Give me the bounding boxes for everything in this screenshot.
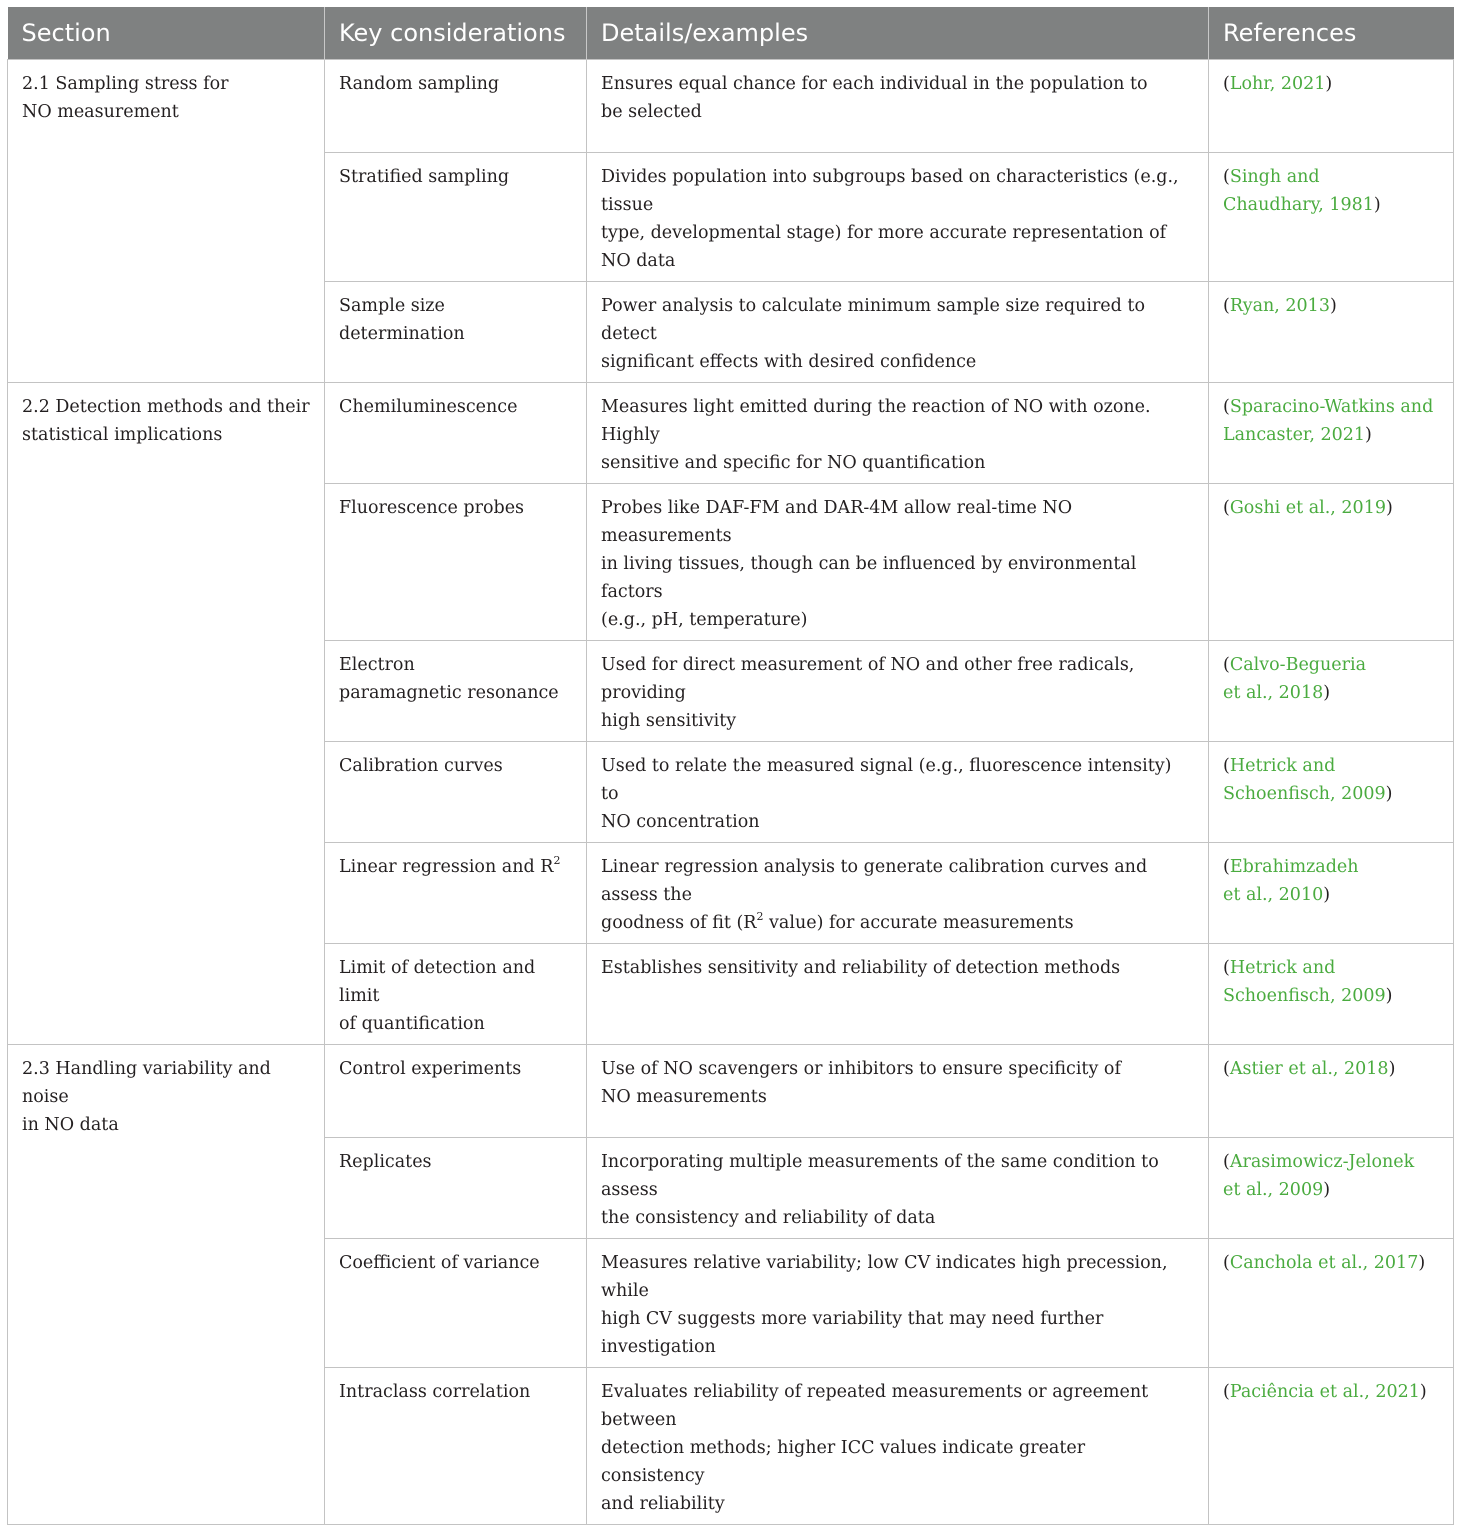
details-cell (587, 742, 1209, 843)
reference-link[interactable]: Paciência et al., 2021 (1229, 1382, 1420, 1402)
considerations-table (7, 7, 1454, 1525)
details-text: (e.g., pH, temperature) (601, 610, 808, 630)
details-text: Linear regression analysis to generate calibration curves and assess the (601, 857, 1148, 905)
reference-cell: (Singh and Chaudhary, 1981) (1209, 153, 1454, 282)
key-cell: Replicates (325, 1138, 587, 1239)
section-title: statistical implications (22, 425, 223, 445)
reference-link[interactable]: et al., 2009 (1223, 1180, 1324, 1200)
reference-cell: (Astier et al., 2018) (1209, 1045, 1454, 1138)
key-cell (325, 843, 587, 944)
details-text: the consistency and reliability of data (601, 1208, 936, 1228)
reference-link[interactable]: et al., 2018 (1223, 683, 1324, 703)
details-text: Used to relate the measured signal (e.g., fluorescence intensity) to (601, 756, 1172, 804)
details-cell (587, 843, 1209, 944)
reference-cell: (Sparacino-Watkins and Lancaster, 2021) (1209, 383, 1454, 484)
details-cell (587, 641, 1209, 742)
header-details-examples: Details/examples (587, 7, 1209, 60)
reference-cell: (Arasimowicz-Jelonek et al., 2009) (1209, 1138, 1454, 1239)
details-text: Use of NO scavengers or inhibitors to ensure specificity of (601, 1059, 1121, 1079)
key-cell: Control experiments (325, 1045, 587, 1138)
details-cell (587, 1138, 1209, 1239)
key-cell (325, 944, 587, 1045)
details-cell (587, 383, 1209, 484)
details-text: Used for direct measurement of NO and other free radicals, providing (601, 655, 1135, 703)
header-references: References (1209, 7, 1454, 60)
table-row (8, 1045, 1454, 1138)
section-cell (8, 60, 325, 383)
section-title: NO measurement (22, 102, 179, 122)
superscript: 2 (756, 910, 764, 924)
reference-link[interactable]: Canchola et al., 2017 (1229, 1253, 1419, 1273)
details-text: Probes like DAF-FM and DAR-4M allow real-time NO measurements (601, 498, 1073, 546)
key-cell: Calibration curves (325, 742, 587, 843)
section-title: 2.3 Handling variability and noise (22, 1059, 271, 1107)
key-cell: Random sampling (325, 60, 587, 153)
reference-link[interactable]: et al., 2010 (1223, 885, 1324, 905)
details-text: sensitive and specific for NO quantification (601, 453, 986, 473)
key-cell: Stratified sampling (325, 153, 587, 282)
key-cell: Chemiluminescence (325, 383, 587, 484)
details-text: detection methods; higher ICC values indicate greater consistency (601, 1438, 1086, 1486)
details-text: value) for accurate measurements (763, 913, 1074, 933)
key-cell: Fluorescence probes (325, 484, 587, 641)
table-row (8, 383, 1454, 484)
reference-link[interactable]: Hetrick and (1229, 958, 1336, 978)
key-cell: Coefficient of variance (325, 1239, 587, 1368)
section-cell (8, 383, 325, 1045)
reference-link[interactable]: Schoenfisch, 2009 (1223, 986, 1386, 1006)
table-row (8, 60, 1454, 153)
reference-link[interactable]: Lancaster, 2021 (1223, 425, 1366, 445)
reference-link[interactable]: Chaudhary, 1981 (1223, 195, 1374, 215)
reference-link[interactable]: Calvo-Begueria (1229, 655, 1367, 675)
details-text: type, developmental stage) for more accurate representation of NO data (601, 223, 1167, 271)
section-title: 2.2 Detection methods and their (22, 397, 310, 417)
details-text: be selected (601, 102, 702, 122)
key-text: paramagnetic resonance (339, 683, 559, 703)
section-cell (8, 1045, 325, 1525)
details-text: Evaluates reliability of repeated measurements or agreement between (601, 1382, 1149, 1430)
details-text: Incorporating multiple measurements of the same condition to assess (601, 1152, 1159, 1200)
details-cell (587, 1368, 1209, 1525)
reference-link[interactable]: Schoenfisch, 2009 (1223, 784, 1386, 804)
details-cell (587, 153, 1209, 282)
reference-link[interactable]: Ryan, 2013 (1229, 296, 1330, 316)
details-text: NO measurements (601, 1087, 767, 1107)
reference-link[interactable]: Hetrick and (1229, 756, 1336, 776)
details-text: significant effects with desired confidence (601, 352, 977, 372)
reference-link[interactable]: Lohr, 2021 (1229, 74, 1326, 94)
reference-link[interactable]: Sparacino-Watkins and (1229, 397, 1434, 417)
reference-cell: (Hetrick and Schoenfisch, 2009) (1209, 944, 1454, 1045)
reference-cell: (Ryan, 2013) (1209, 282, 1454, 383)
details-cell (587, 944, 1209, 1045)
details-cell (587, 282, 1209, 383)
details-text: Ensures equal chance for each individual in the population to (601, 74, 1148, 94)
details-text: and reliability (601, 1494, 725, 1514)
reference-cell: (Goshi et al., 2019) (1209, 484, 1454, 641)
details-text: high sensitivity (601, 711, 737, 731)
reference-cell: (Ebrahimzadeh et al., 2010) (1209, 843, 1454, 944)
details-text: in living tissues, though can be influenced by environmental factors (601, 554, 1137, 602)
details-text: high CV suggests more variability that may need further investigation (601, 1309, 1104, 1357)
reference-cell: (Hetrick and Schoenfisch, 2009) (1209, 742, 1454, 843)
reference-link[interactable]: Ebrahimzadeh (1229, 857, 1359, 877)
details-text: Establishes sensitivity and reliability of detection methods (601, 958, 1121, 978)
details-cell (587, 484, 1209, 641)
reference-cell: (Canchola et al., 2017) (1209, 1239, 1454, 1368)
reference-link[interactable]: Goshi et al., 2019 (1229, 498, 1386, 518)
details-text: Power analysis to calculate minimum sample size required to detect (601, 296, 1145, 344)
reference-link[interactable]: Singh and (1229, 167, 1320, 187)
details-text: goodness of fit (R (601, 913, 757, 933)
details-text: Measures light emitted during the reaction of NO with ozone. Highly (601, 397, 1151, 445)
header-section: Section (8, 7, 325, 60)
reference-cell: (Lohr, 2021) (1209, 60, 1454, 153)
section-title: in NO data (22, 1115, 119, 1135)
details-text: Divides population into subgroups based on characteristics (e.g., tissue (601, 167, 1179, 215)
key-cell: Sample size determination (325, 282, 587, 383)
details-cell (587, 60, 1209, 153)
reference-link[interactable]: Arasimowicz-Jelonek (1229, 1152, 1415, 1172)
header-key-considerations: Key considerations (325, 7, 587, 60)
reference-link[interactable]: Astier et al., 2018 (1229, 1059, 1389, 1079)
reference-cell: (Paciência et al., 2021) (1209, 1368, 1454, 1525)
details-text: Measures relative variability; low CV indicates high precession, while (601, 1253, 1168, 1301)
key-text: Linear regression and R (339, 857, 554, 877)
details-cell (587, 1239, 1209, 1368)
header-row (8, 7, 1454, 60)
key-text: of quantification (339, 1014, 485, 1034)
details-cell (587, 1045, 1209, 1138)
key-cell: Intraclass correlation (325, 1368, 587, 1525)
section-title: 2.1 Sampling stress for (22, 74, 229, 94)
key-cell (325, 641, 587, 742)
superscript: 2 (553, 854, 561, 868)
key-text: Electron (339, 655, 415, 675)
details-text: NO concentration (601, 812, 760, 832)
key-text: Limit of detection and limit (339, 958, 536, 1006)
reference-cell: (Calvo-Begueria et al., 2018) (1209, 641, 1454, 742)
